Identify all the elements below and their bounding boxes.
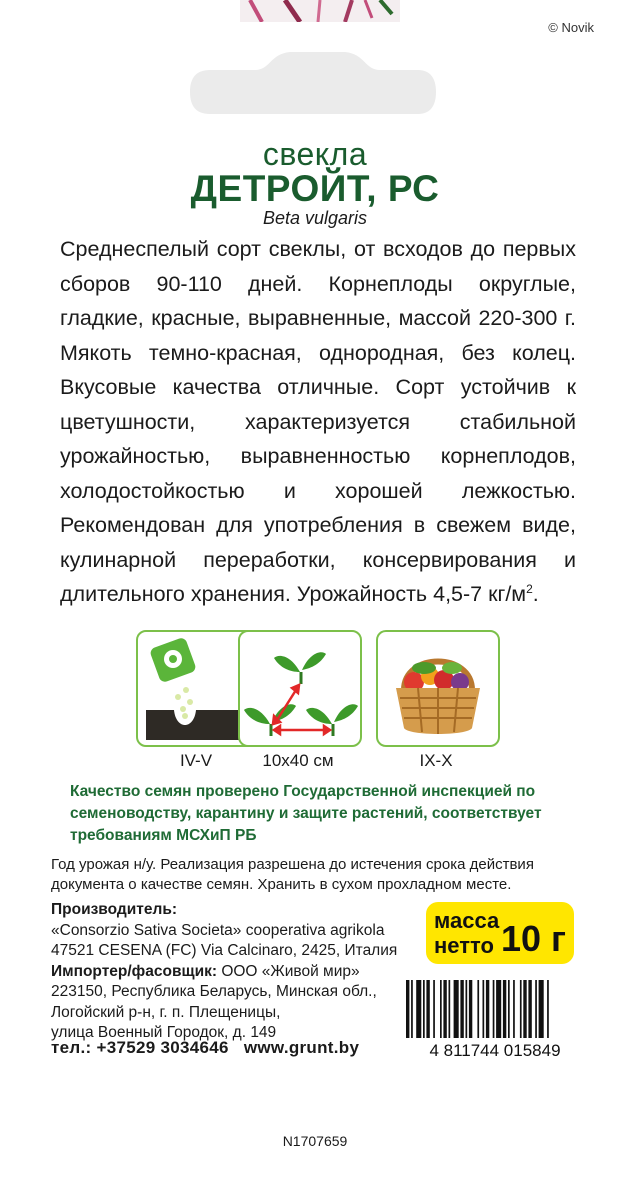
website[interactable]: www.grunt.by [243, 1038, 360, 1057]
description-end: . [532, 582, 539, 606]
barcode-bar [406, 980, 409, 1038]
importer-line1: 223150, Республика Беларусь, Минская обл., [51, 983, 377, 1000]
barcode-bar [483, 980, 485, 1038]
harvest-basket-icon [378, 632, 498, 745]
copyright: © Novik [548, 20, 594, 35]
barcode-bar [477, 980, 479, 1038]
net-weight-value: 10 г [500, 918, 566, 959]
barcode-bar [496, 980, 501, 1038]
contacts [51, 1038, 359, 1058]
importer-line2: Логойский р-н, г. п. Плещеницы, [51, 1003, 281, 1021]
barcode-bar [416, 980, 421, 1038]
spacing-icon [240, 632, 360, 745]
hang-tab-shape [0, 0, 630, 140]
barcode-bar [449, 980, 451, 1038]
producer-label: Производитель: [51, 901, 178, 918]
barcode-bar [469, 980, 472, 1038]
net-label: нетто [434, 933, 494, 958]
description [60, 232, 576, 612]
barcode-bar [460, 980, 463, 1038]
importer-line3: улица Военный Городок, д. 149 [51, 1024, 277, 1041]
producer-block [51, 900, 421, 1044]
quality-note: Качество семян проверено Государственной инспекцией по семеноводству, карантину и защите растений, соответствует требованиям МСХиП РБ [70, 783, 542, 844]
barcode-bar [528, 980, 531, 1038]
harvest-period: IX-X [419, 751, 453, 770]
harvest-card [376, 630, 500, 747]
spacing-card [238, 630, 362, 747]
barcode-bar [513, 980, 515, 1038]
barcode-bar [547, 980, 549, 1038]
importer-name: ООО «Живой мир» [217, 962, 360, 980]
barcode-bar [539, 980, 544, 1038]
mass-label: масса [434, 908, 500, 933]
barcode-bar [493, 980, 495, 1038]
barcode-bar [411, 980, 413, 1038]
barcode-bars [406, 980, 549, 1038]
barcode-bar [423, 980, 425, 1038]
barcode-bar [440, 980, 442, 1038]
barcode-bar [454, 980, 459, 1038]
importer-label: Импортер/фасовщик: [51, 962, 218, 980]
phone: тел.: +37529 3034646 [51, 1038, 229, 1057]
sowing-period: IV-V [179, 751, 213, 770]
latin-name: Beta vulgaris [262, 208, 368, 228]
barcode-bar [433, 980, 435, 1038]
plant-spacing: 10x40 см [262, 751, 334, 770]
producer-line1: «Consorzio Sativa Societa» cooperativa agrikola [51, 921, 385, 939]
barcode-bar [535, 980, 537, 1038]
description-text: Среднеспелый сорт свеклы, от всходов до первых сборов 90-110 дней. Корнеплоды округлые, гладкие, красные, выравненные, массой 220-300 г. Мякоть темно-красная, однородная, без колец. Вкусовые качества отличные. Сорт устойчив к цветушности, характеризуется стабильной урожайностью, выравненностью корнеплодов, холодостойкостью и хорошей лежкостью. Рекомендован для употребления в свежем виде, кулинарной переработки, консервирования и длительного хранения. Урожайность 4,5-7 кг/м [60, 237, 576, 606]
barcode-digits: 4 811744 015849 [429, 1041, 561, 1060]
barcode-bar [523, 980, 526, 1038]
barcode-bar [443, 980, 446, 1038]
barcode-bar [503, 980, 506, 1038]
barcode-bar [508, 980, 510, 1038]
barcode [392, 976, 598, 1064]
variety-name: ДЕТРОЙТ, РС [190, 168, 440, 209]
barcode-bar [486, 980, 489, 1038]
barcode-bar [520, 980, 522, 1038]
net-weight-badge [426, 902, 574, 964]
unit-superscript: 2 [526, 581, 533, 596]
barcode-bar [426, 980, 429, 1038]
lot-number: N1707659 [282, 1133, 348, 1149]
producer-line2: 47521 CESENA (FC) Via Calcinaro, 2425, Италия [51, 942, 398, 959]
barcode-bar [466, 980, 468, 1038]
product-type: свекла [262, 136, 368, 172]
harvest-note: Год урожая н/у. Реализация разрешена до истечения срока действия документа о качестве семян. Хранить в сухом прохладном месте. [51, 856, 534, 893]
